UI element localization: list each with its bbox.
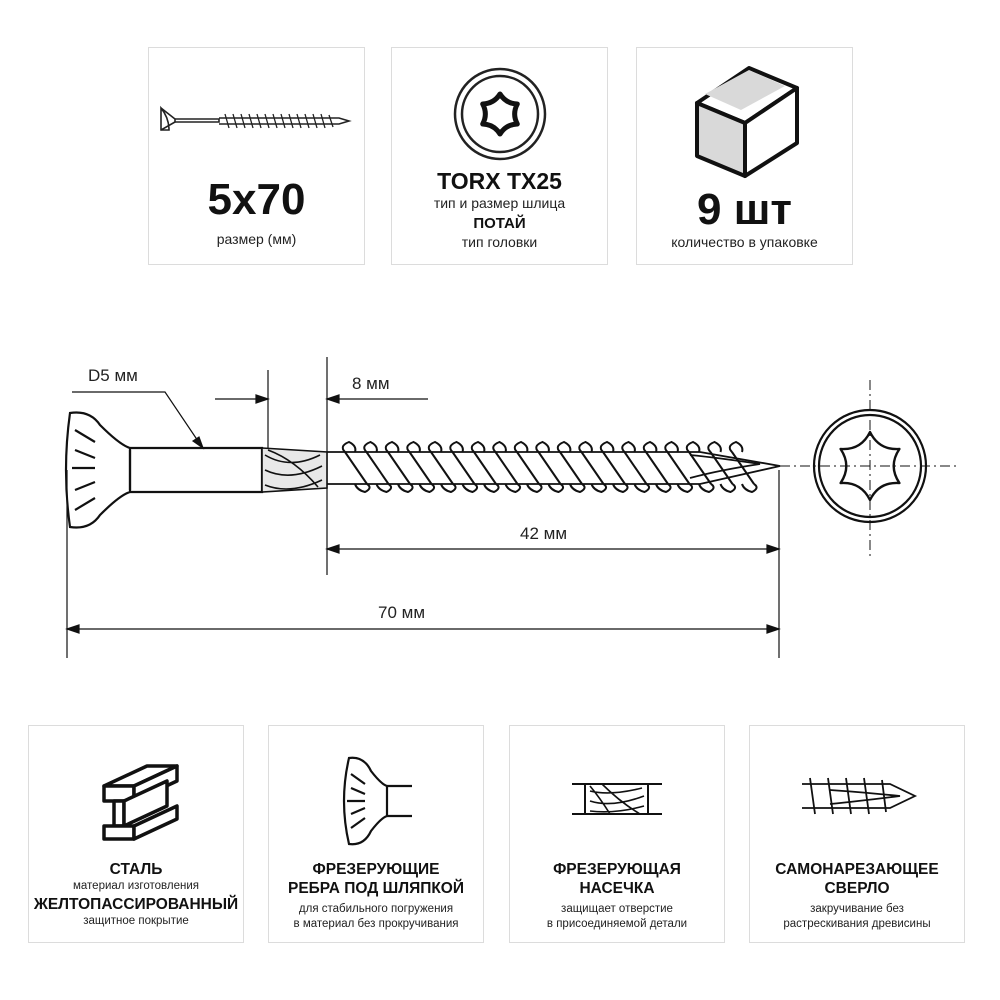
thread-length-label: 42 мм	[520, 524, 568, 543]
feature-drill-caption-1: закручивание без	[810, 903, 904, 915]
feature-steel-title: СТАЛЬ	[109, 861, 163, 878]
feature-notch-title-2: НАСЕЧКА	[579, 880, 655, 897]
feature-ribs-caption-1: для стабильного погружения	[298, 903, 454, 915]
feature-card-drill	[749, 725, 965, 943]
feature-coating-caption: защитное покрытие	[83, 915, 189, 927]
drive-title: TORX TX25	[437, 168, 562, 194]
feature-notch-caption-2: в присоединяемой детали	[546, 918, 688, 930]
feature-card-ribs	[268, 725, 484, 943]
feature-drill-title-2: СВЕРЛО	[824, 880, 890, 897]
size-value: 5x70	[207, 175, 306, 224]
feature-card-steel	[28, 725, 244, 943]
feature-card-notch	[509, 725, 725, 943]
feature-drill-title-1: САМОНАРЕЗАЮЩЕЕ	[775, 861, 939, 878]
head-title: ПОТАЙ	[473, 215, 526, 232]
feature-notch-title-1: ФРЕЗЕРУЮЩАЯ	[553, 861, 681, 878]
head-caption: тип головки	[461, 234, 538, 250]
qty-value: 9 шт	[697, 185, 792, 234]
feature-ribs-title-2: РЕБРА ПОД ШЛЯПКОЙ	[287, 880, 465, 897]
feature-notch-caption-1: защищает отверстие	[561, 903, 673, 915]
total-length-label: 70 мм	[378, 603, 426, 622]
drive-caption: тип и размер шлица	[433, 195, 566, 211]
feature-steel-caption: материал изготовления	[73, 880, 199, 892]
feature-drill-caption-2: растрескивания древисины	[783, 918, 931, 930]
feature-ribs-caption-2: в материал без прокручивания	[293, 918, 459, 930]
gap-label: 8 мм	[352, 374, 390, 393]
qty-caption: количество в упаковке	[671, 234, 818, 250]
size-caption: размер (мм)	[216, 231, 297, 247]
feature-ribs-title-1: ФРЕЗЕРУЮЩИЕ	[312, 861, 440, 878]
feature-coating-title: ЖЕЛТОПАССИРОВАННЫЙ	[33, 896, 239, 913]
diameter-label: D5 мм	[88, 366, 138, 385]
